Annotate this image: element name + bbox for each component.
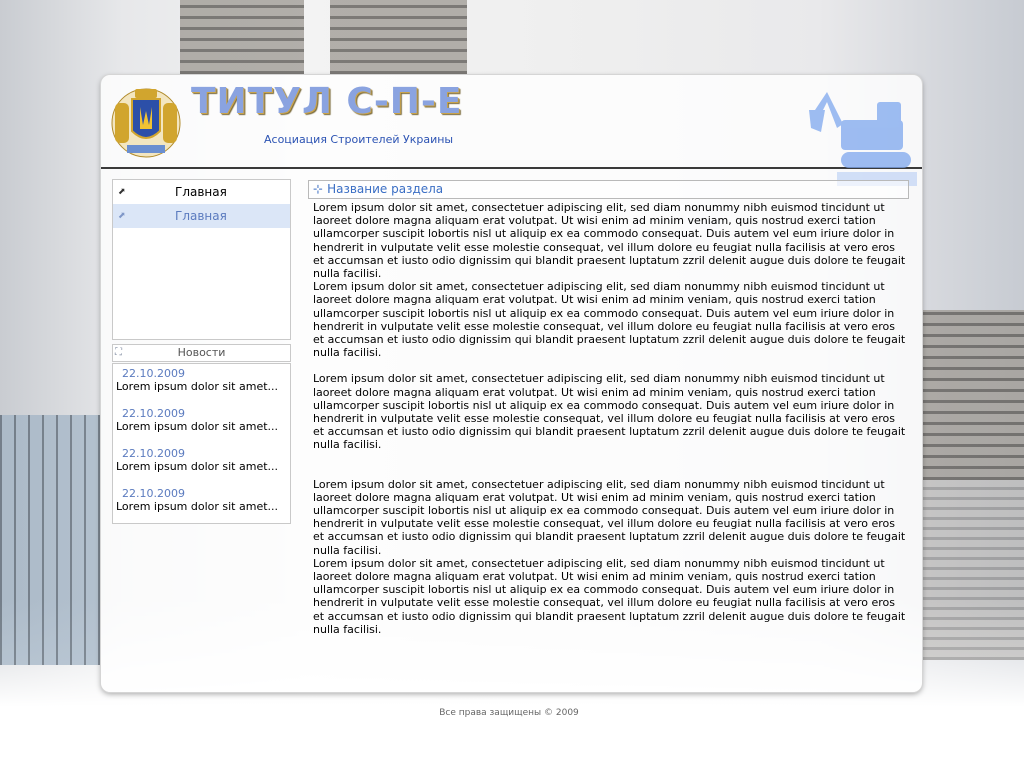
news-item[interactable] [113,404,290,444]
spacer [313,359,909,372]
spacer [313,452,909,478]
news-header [112,344,291,362]
copyright-text: Все права защищены © 2009 [439,708,579,718]
news-item[interactable] [113,444,290,484]
menu-item-home[interactable] [113,180,290,204]
site-title: ТИТУЛ С-П-Е [191,81,463,122]
content-area [313,201,909,636]
content-paragraph: Lorem ipsum dolor sit amet, consectetuer adipiscing elit, sed diam nonummy nibh euismod tincidunt ut laoreet dolore magna aliquam erat volutpat. Ut wisi enim ad minim veniam, quis nostrud exerci tation ullamcorper suscipit lobortis nisl ut aliquip ex ea commodo consequat. Duis autem vel eum iriure dolor in hendrerit in vulputate velit esse molestie consequat, vel illum dolore eu feugiat nulla facilisis at vero eros et accumsan et iusto odio dignissim qui blandit praesent luptatum zzril delenit augue duis dolore te feugait nulla facilisi. [313,372,906,452]
news-date[interactable]: 22.10.2009 [122,407,185,420]
news-date[interactable]: 22.10.2009 [122,367,185,380]
news-list [112,363,291,524]
news-date[interactable]: 22.10.2009 [122,487,185,500]
menu-item-home-active[interactable] [113,204,290,228]
content-paragraph: Lorem ipsum dolor sit amet, consectetuer adipiscing elit, sed diam nonummy nibh euismod tincidunt ut laoreet dolore magna aliquam erat volutpat. Ut wisi enim ad minim veniam, quis nostrud exerci tation ullamcorper suscipit lobortis nisl ut aliquip ex ea commodo consequat. Duis autem vel eum iriure dolor in hendrerit in vulputate velit esse molestie consequat, vel illum dolore eu feugiat nulla facilisis at vero eros et accumsan et iusto odio dignissim qui blandit praesent luptatum zzril delenit augue duis dolore te feugait nulla facilisi. [313,556,906,636]
arrow-icon: ⬈ [118,187,126,197]
content-paragraph: Lorem ipsum dolor sit amet, consectetuer adipiscing elit, sed diam nonummy nibh euismod tincidunt ut laoreet dolore magna aliquam erat volutpat. Ut wisi enim ad minim veniam, quis nostrud exerci tation ullamcorper suscipit lobortis nisl ut aliquip ex ea commodo consequat. Duis autem vel eum iriure dolor in hendrerit in vulputate velit esse molestie consequat, vel illum dolore eu feugiat nulla facilisis at vero eros et accumsan et iusto odio dignissim qui blandit praesent luptatum zzril delenit augue duis dolore te feugait nulla facilisi. [313,280,906,360]
section-title: Название раздела [327,182,444,196]
coat-of-arms-logo [107,81,185,161]
expand-icon: ⛶ [115,347,122,358]
news-title: Новости [177,346,226,359]
news-text: Lorem ipsum dolor sit amet... [116,460,279,473]
news-text: Lorem ipsum dolor sit amet... [116,500,279,513]
content-paragraph: Lorem ipsum dolor sit amet, consectetuer adipiscing elit, sed diam nonummy nibh euismod tincidunt ut laoreet dolore magna aliquam erat volutpat. Ut wisi enim ad minim veniam, quis nostrud exerci tation ullamcorper suscipit lobortis nisl ut aliquip ex ea commodo consequat. Duis autem vel eum iriure dolor in hendrerit in vulputate velit esse molestie consequat, vel illum dolore eu feugiat nulla facilisis at vero eros et accumsan et iusto odio dignissim qui blandit praesent luptatum zzril delenit augue duis dolore te feugait nulla facilisi. [313,201,906,281]
header [101,75,922,169]
menu-item-label: Главная [175,185,227,199]
crosshair-icon: ⊹ [313,182,324,196]
menu-item-label: Главная [175,209,227,223]
news-item[interactable] [113,484,290,524]
news-item[interactable] [113,364,290,404]
main-panel [101,75,922,692]
section-header [308,180,909,199]
footer [0,708,1024,718]
content-paragraph: Lorem ipsum dolor sit amet, consectetuer adipiscing elit, sed diam nonummy nibh euismod tincidunt ut laoreet dolore magna aliquam erat volutpat. Ut wisi enim ad minim veniam, quis nostrud exerci tation ullamcorper suscipit lobortis nisl ut aliquip ex ea commodo consequat. Duis autem vel eum iriure dolor in hendrerit in vulputate velit esse molestie consequat, vel illum dolore eu feugiat nulla facilisis at vero eros et accumsan et iusto odio dignissim qui blandit praesent luptatum zzril delenit augue duis dolore te feugait nulla facilisi. [313,477,906,557]
excavator-icon [807,80,919,192]
news-text: Lorem ipsum dolor sit amet... [116,420,279,433]
site-subtitle: Асоциация Строителей Украины [264,133,454,146]
arrow-icon: ⬈ [118,211,126,221]
sidebar-menu [112,179,291,340]
news-date[interactable]: 22.10.2009 [122,447,185,460]
news-text: Lorem ipsum dolor sit amet... [116,380,279,393]
